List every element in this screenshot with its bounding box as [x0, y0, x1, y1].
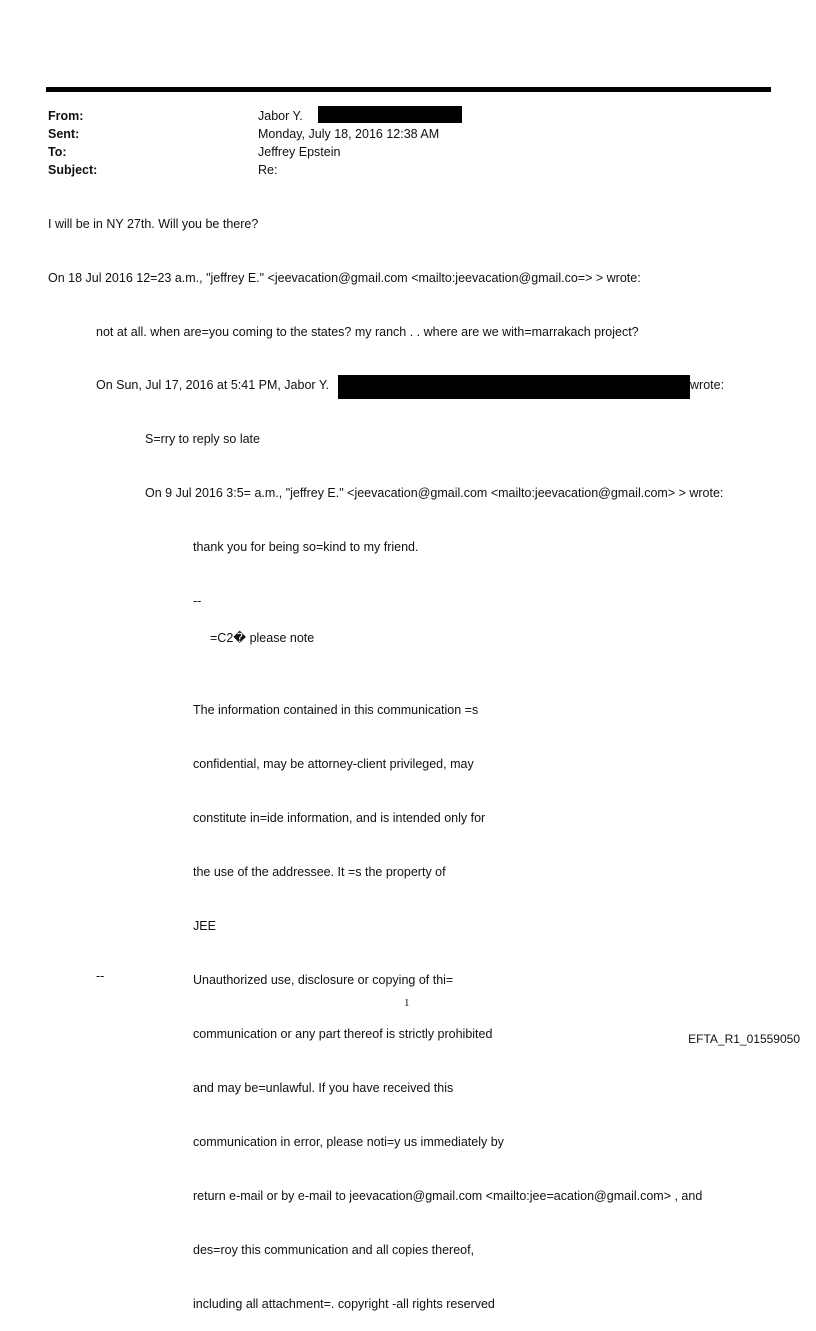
disclaimer-line: The information contained in this communication =s: [193, 703, 479, 717]
sent-value: Monday, July 18, 2016 12:38 AM: [258, 127, 440, 141]
redaction-box: [338, 375, 690, 399]
quote2-header-prefix: On Sun, Jul 17, 2016 at 5:41 PM, Jabor Y.: [96, 378, 330, 392]
sent-label: Sent:: [48, 127, 80, 141]
disclaimer-line: and may be=unlawful. If you have received this: [193, 1081, 454, 1095]
quote1-text: not at all. when are=you coming to the states? my ranch . . where are we with=marrakach project?: [96, 325, 639, 339]
from-label: From:: [48, 109, 84, 123]
disclaimer-line: JEE: [193, 919, 216, 933]
document-id: EFTA_R1_01559050: [688, 1032, 800, 1046]
disclaimer: [193, 665, 702, 1331]
page-number: 1: [404, 997, 410, 1009]
quote1-header: On 18 Jul 2016 12=23 a.m., "jeffrey E." <jeevacation@gmail.com <mailto:jeevacation@gmail.co=> > wrote:: [48, 271, 641, 285]
from-value: Jabor Y.: [258, 109, 303, 123]
disclaimer-line: the use of the addressee. It =s the property of: [193, 865, 446, 879]
disclaimer-line: Unauthorized use, disclosure or copying of thi=: [193, 973, 454, 987]
please-note: =C2� please note: [210, 631, 315, 645]
subject-label: Subject:: [48, 163, 98, 177]
disclaimer-line: communication or any part thereof is strictly prohibited: [193, 1027, 493, 1041]
to-label: To:: [48, 145, 67, 159]
disclaimer-line: including all attachment=. copyright -all rights reserved: [193, 1297, 495, 1311]
quote2-header-suffix: wrote:: [690, 378, 725, 392]
disclaimer-line: communication in error, please noti=y us immediately by: [193, 1135, 504, 1149]
disclaimer-line: confidential, may be attorney-client privileged, may: [193, 757, 474, 771]
disclaimer-line: des=roy this communication and all copies thereof,: [193, 1243, 475, 1257]
bottom-separator: --: [96, 969, 105, 983]
reply-text: I will be in NY 27th. Will you be there?: [48, 217, 259, 231]
disclaimer-line: return e-mail or by e-mail to jeevacation@gmail.com <mailto:jee=acation@gmail.com> , and: [193, 1189, 703, 1203]
subject-value: Re:: [258, 163, 278, 177]
signature-separator: --: [193, 594, 202, 608]
quote3-header: On 9 Jul 2016 3:5= a.m., "jeffrey E." <jeevacation@gmail.com <mailto:jeevacation@gmail.com> > wrote:: [145, 486, 724, 500]
quote2-text: S=rry to reply so late: [145, 432, 260, 446]
redaction-box: [318, 106, 462, 123]
to-value: Jeffrey Epstein: [258, 145, 341, 159]
disclaimer-line: constitute in=ide information, and is intended only for: [193, 811, 486, 825]
header-rule: [46, 87, 771, 92]
quote3-text: thank you for being so=kind to my friend.: [193, 540, 419, 554]
